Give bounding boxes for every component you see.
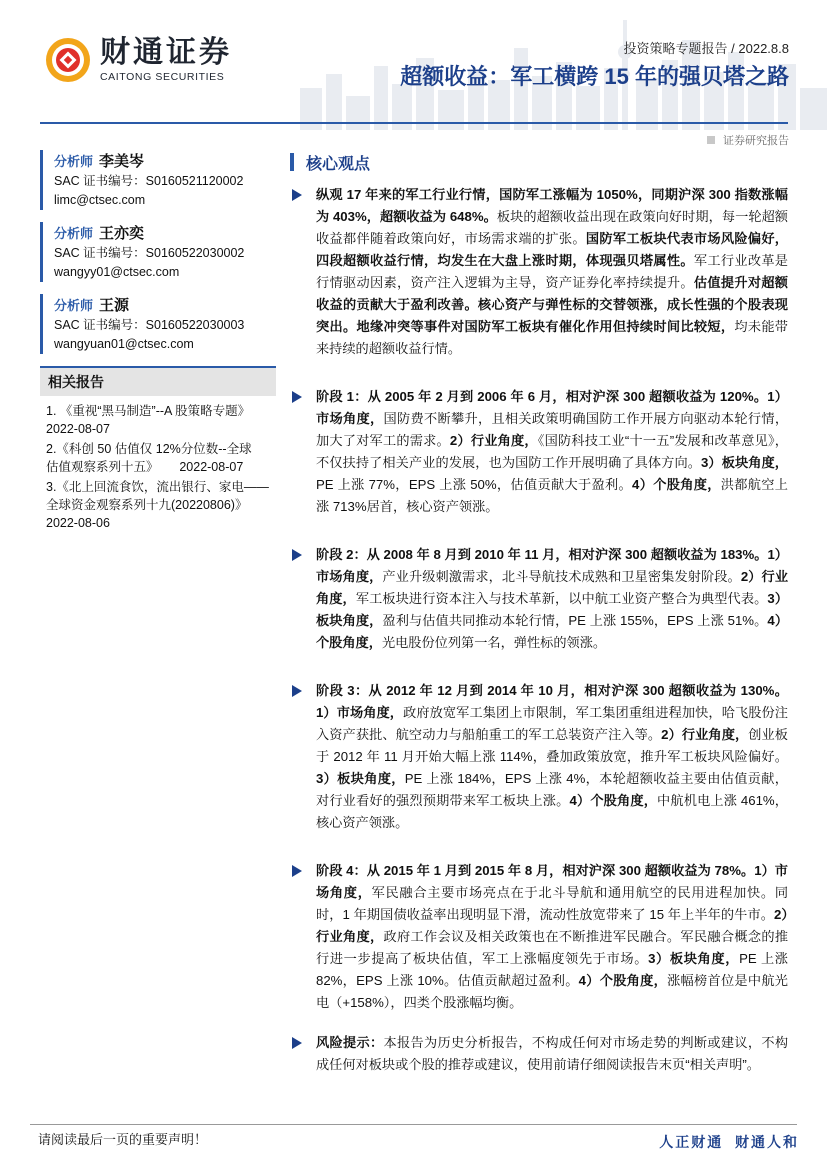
angle-text: PE 上涨 77%，EPS 上涨 50%，估值贡献大于盈利。 <box>316 477 633 492</box>
report-tag-text: 证券研究报告 <box>723 135 789 147</box>
analyst-email[interactable]: limc@ctsec.com <box>54 193 146 207</box>
left-sidebar <box>40 150 276 534</box>
angle-text: 军民融合主要市场亮点在于北斗导航和通用航空的民用进程加快。同时，1 年期国债收益率出现明显下滑，流动性放宽带来了 15 年上半年的牛市。 <box>316 885 789 922</box>
summary-bold: 纵观 17 年来的军工行业行情，国防军工涨幅为 1050%，同期沪深 300 指数涨幅为 403%，超额收益为 648%。 <box>316 187 788 224</box>
analyst-name: 李美岑 <box>99 153 145 170</box>
logo-english-name: CAITONG SECURITIES <box>100 71 225 83</box>
related-report-line: 2022-08-07 <box>46 422 110 436</box>
footer-divider <box>30 1124 797 1125</box>
header-divider <box>40 122 788 124</box>
stage-1-paragraph <box>288 386 788 518</box>
angle-label: 4）个股角度， <box>632 477 721 492</box>
angle-text: 政府放宽军工集团上市限制，军工集团重组进程加快，哈飞股份注入资产获批、航空动力与船舶重工的军工总装资产注入等。 <box>316 705 788 742</box>
related-report-line: 估值观察系列十五》 2022-08-07 <box>46 460 244 474</box>
angle-text: 产业升级刺激需求，北斗导航技术成熟和卫星密集发射阶段。 <box>382 569 741 584</box>
related-report-item[interactable] <box>46 402 276 438</box>
angle-label: 1）市场角度， <box>316 863 788 900</box>
related-report-item[interactable] <box>46 440 276 476</box>
core-section-header <box>288 150 788 174</box>
analyst-email[interactable]: wangyy01@ctsec.com <box>54 265 180 279</box>
analyst-label: 分析师 <box>54 154 94 169</box>
triangle-bullet-icon <box>290 1035 304 1051</box>
square-icon <box>707 136 715 144</box>
angle-text: 创业板于 2012 年 11 月开始大幅上涨 114%，叠加政策放宽，推升军工板块风险偏好。 <box>316 727 788 764</box>
analyst-card <box>40 150 276 210</box>
stage-3-paragraph <box>288 680 788 834</box>
angle-label: 1）市场角度， <box>316 389 788 426</box>
risk-paragraph <box>288 1032 788 1076</box>
triangle-bullet-icon <box>290 389 304 405</box>
angle-text: 政府工作会议及相关政策也在不断推进军民融合。军民融合概念的推行进一步提高了板块估值，军工上涨幅度领先于市场。 <box>316 929 789 966</box>
angle-label: 3）板块角度， <box>701 455 788 470</box>
logo-chinese-name: 财通证券 <box>100 36 232 69</box>
related-report-line: 1. 《重视“黑马制造”--A 股策略专题》 <box>46 404 251 418</box>
angle-text: 盈利与估值共同推动本轮行情，PE 上涨 155%，EPS 上涨 51%。 <box>382 613 768 628</box>
stage-heading: 阶段 1：从 2005 年 2 月到 2006 年 6 月，相对沪深 300 超额收益为 120%。 <box>316 389 768 404</box>
analyst-sac: SAC 证书编号：S0160521120002 <box>54 174 244 188</box>
related-reports <box>40 366 276 532</box>
stage-heading: 阶段 2：从 2008 年 8 月到 2010 年 11 月，相对沪深 300 超额收益为 183%。 <box>316 547 768 562</box>
angle-text: PE 上涨 184%，EPS 上涨 4%，本轮超额收益主要由估值贡献，对行业看好的强烈预期带来军工板块上涨。 <box>316 771 788 808</box>
angle-label: 3）板块角度， <box>648 951 740 966</box>
summary-bold: 估值提升对超额收益的贡献大于盈利改善。核心资产与弹性标的交替领涨，成长性强的个股表现突出。地缘冲突等事件对国防军工板块有催化作用但持续时间比较短， <box>316 275 788 334</box>
triangle-bullet-icon <box>290 683 304 699</box>
angle-label: 2）行业角度， <box>449 433 538 448</box>
related-report-line: 2.《科创 50 估值仅 12%分位数--全球 <box>46 442 252 456</box>
angle-label: 2）行业角度， <box>661 727 749 742</box>
caitong-logo-icon <box>44 36 92 84</box>
angle-text: 国防费不断攀升，且相关政策明确国防工作开展方向驱动本轮行情，加大了对军工的需求。 <box>316 411 789 448</box>
main-content <box>288 150 788 1076</box>
summary-paragraph <box>288 184 788 360</box>
analyst-label: 分析师 <box>54 298 94 313</box>
angle-text: 洪都航空上涨 713%居首，核心资产领涨。 <box>316 477 788 514</box>
angle-label: 1）市场角度， <box>316 547 788 584</box>
stage-2-paragraph <box>288 544 788 654</box>
summary-text: 军工行业改革是行情驱动因素，资产注入逻辑为主导，资产证券化率持续提升。 <box>316 253 788 290</box>
angle-text: 光电股份位列第一名，弹性标的领涨。 <box>381 635 607 650</box>
footer-disclaimer: 请阅读最后一页的重要声明！ <box>38 1132 208 1147</box>
related-reports-title: 相关报告 <box>40 366 276 396</box>
section-bar <box>290 153 294 171</box>
angle-text: 军工板块进行资本注入与技术革新，以中航工业资产整合为典型代表。 <box>355 591 768 606</box>
related-report-item[interactable] <box>46 478 276 532</box>
angle-label: 4）个股角度， <box>569 793 658 808</box>
report-type-date: 投资策略专题报告 / 2022.8.8 <box>623 41 789 56</box>
related-report-line: 2022-08-06 <box>46 516 110 530</box>
analyst-email[interactable]: wangyuan01@ctsec.com <box>54 337 194 351</box>
report-title: 超额收益：军工横跨 15 年的强贝塔之路 <box>400 64 789 89</box>
report-header <box>0 0 827 147</box>
summary-text: 均未能带来持续的超额收益行情。 <box>316 319 788 356</box>
analyst-sac: SAC 证书编号：S0160522030003 <box>54 318 245 332</box>
triangle-bullet-icon <box>290 187 304 203</box>
summary-text: 板块的超额收益出现在政策向好时期，每一轮超额收益都伴随着政策向好，市场需求端的扩张。 <box>316 209 788 246</box>
risk-text: 本报告为历史分析报告，不构成任何对市场走势的判断或建议，不构成任何对板块或个股的推荐或建议，使用前请仔细阅读报告末页“相关声明”。 <box>316 1035 789 1072</box>
angle-text: PE 上涨 82%，EPS 上涨 10%。估值贡献超过盈利。 <box>316 951 788 988</box>
stage-heading: 阶段 4：从 2015 年 1 月到 2015 年 8 月，相对沪深 300 超额收益为 78%。 <box>316 863 755 878</box>
angle-label: 4）个股角度， <box>316 613 789 650</box>
analyst-label: 分析师 <box>54 226 94 241</box>
analyst-name: 王源 <box>99 297 130 314</box>
risk-label: 风险提示： <box>316 1035 384 1050</box>
stage-heading: 阶段 3：从 2012 年 12 月到 2014 年 10 月，相对沪深 300 超额收益为 130%。 <box>316 683 788 698</box>
report-tag <box>707 132 789 148</box>
analyst-sac: SAC 证书编号：S0160522030002 <box>54 246 245 260</box>
analyst-card <box>40 222 276 282</box>
analyst-card <box>40 294 276 354</box>
core-section-title: 核心观点 <box>306 155 371 173</box>
angle-label: 2）行业角度， <box>316 907 788 944</box>
angle-label: 3）板块角度， <box>316 771 405 786</box>
footer-slogan: 人正财通 财通人和 <box>659 1134 799 1150</box>
related-report-line: 3.《北上回流食饮，流出银行、家电—— <box>46 480 269 494</box>
triangle-bullet-icon <box>290 863 304 879</box>
triangle-bullet-icon <box>290 547 304 563</box>
related-report-line: 全球资金观察系列十九(20220806)》 <box>46 498 248 512</box>
summary-bold: 国防军工板块代表市场风险偏好，四段超额收益行情，均发生在大盘上涨时期，体现强贝塔属性。 <box>316 231 788 268</box>
angle-text: 《国防科技工业“十一五”发展和改革意见》，不仅扶持了相关产业的发展，也为国防工作开展明确了具体方向。 <box>316 433 788 470</box>
angle-label: 1）市场角度， <box>316 705 404 720</box>
company-logo <box>44 36 232 84</box>
angle-label: 4）个股角度， <box>578 973 668 988</box>
angle-text: 涨幅榜首位是中航光电（+158%），四类个股涨幅均衡。 <box>316 973 788 1010</box>
angle-text: 中航机电上涨 461%，核心资产领涨。 <box>316 793 788 830</box>
angle-label: 2）行业角度， <box>316 569 789 606</box>
angle-label: 3）板块角度， <box>316 591 789 628</box>
stage-4-paragraph <box>288 860 788 1014</box>
analyst-name: 王亦奕 <box>99 225 145 242</box>
